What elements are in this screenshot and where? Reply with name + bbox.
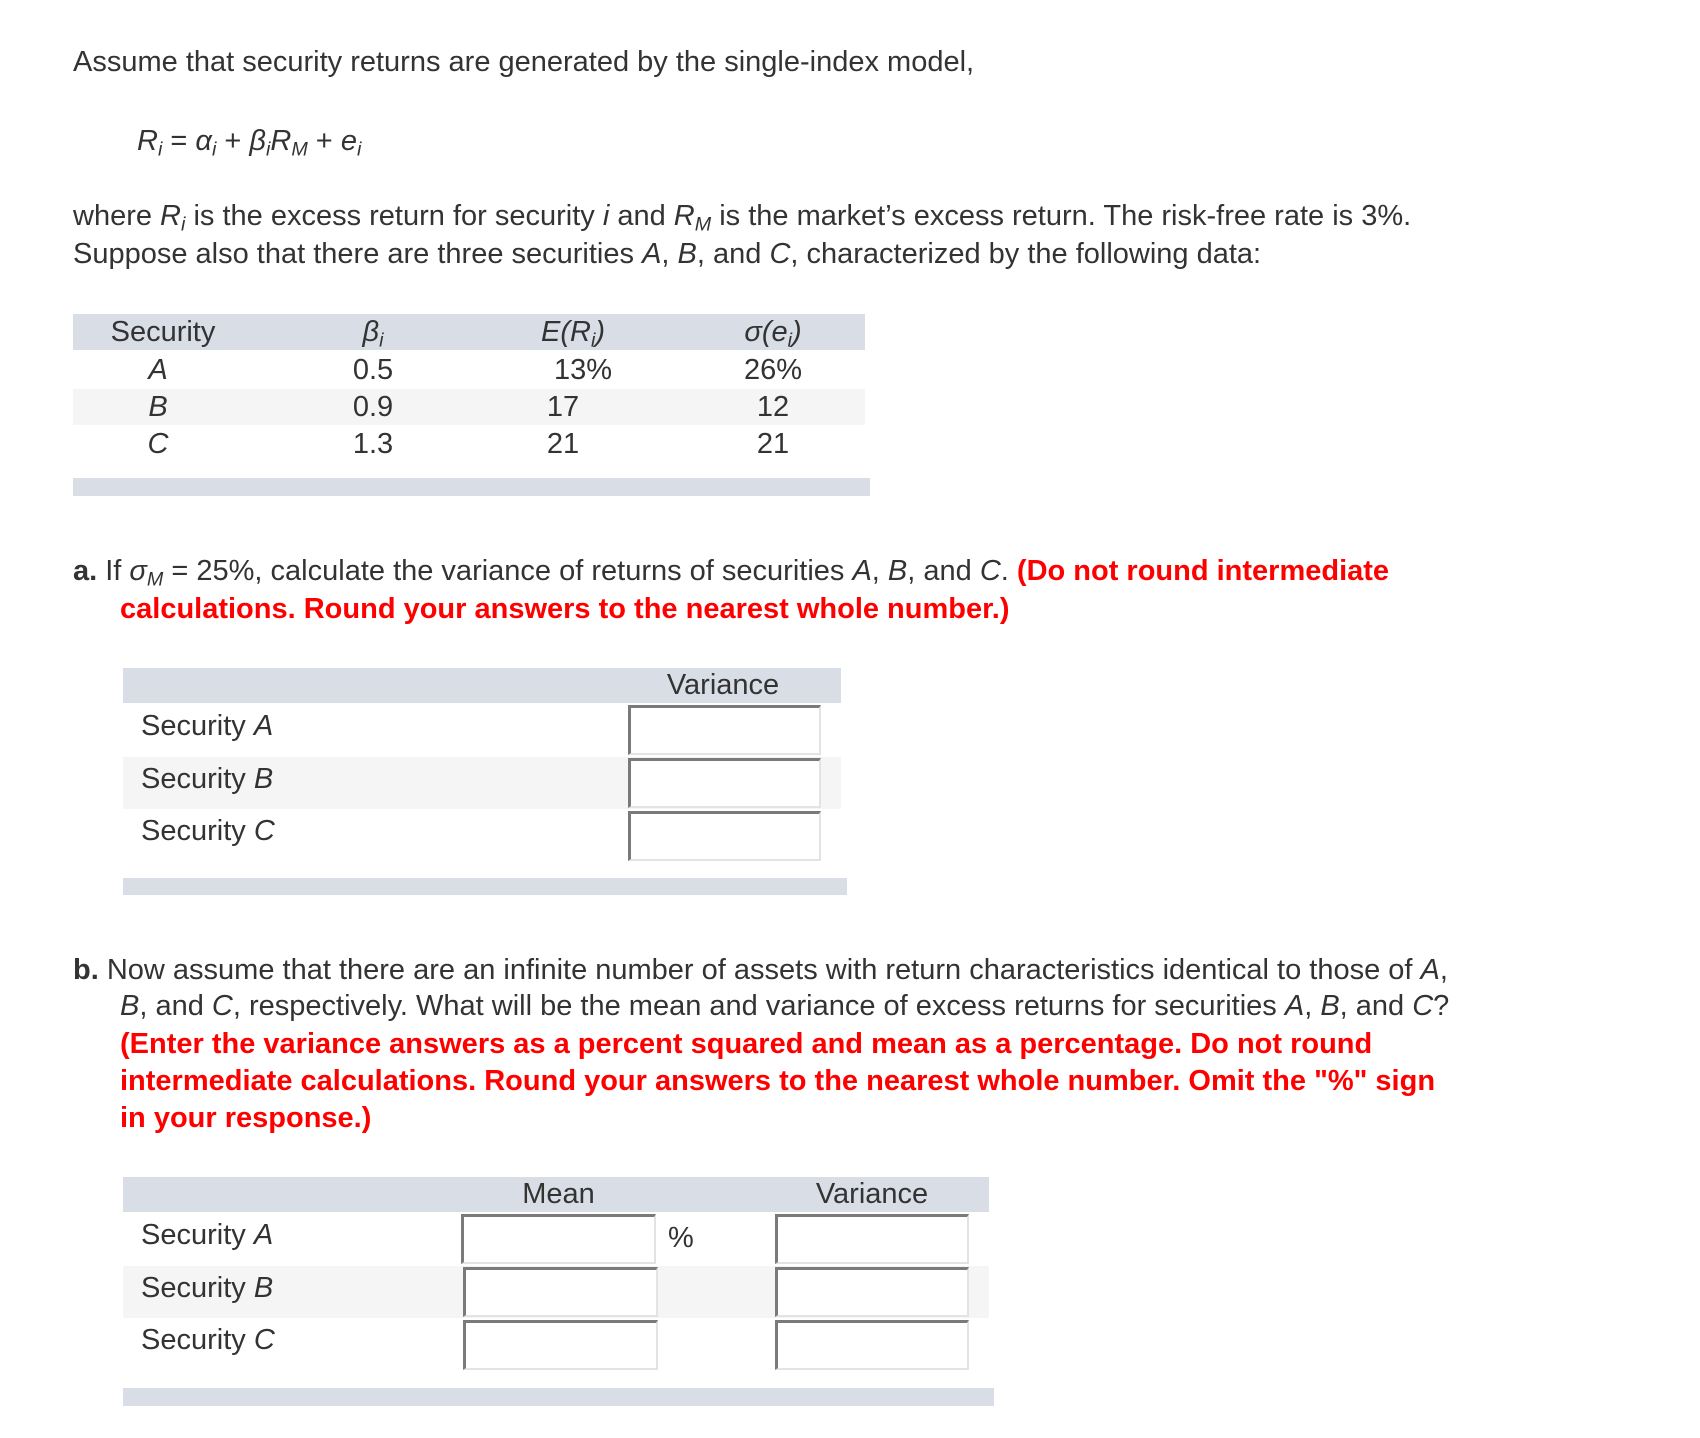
row-label-security-c: Security C — [141, 815, 275, 847]
row-c-er: 21 — [546, 428, 580, 460]
row-label-security-b: Security B — [141, 1272, 274, 1304]
row-label-security-b: Security B — [141, 763, 274, 795]
variance-input-c[interactable] — [775, 1320, 969, 1370]
header-residual-sd: $\sigma(e_i)$ — [744, 316, 802, 352]
intro-sentence: Assume that security returns are generated by the single-index model, — [73, 46, 975, 78]
table-footer-bar — [123, 1388, 994, 1406]
table-footer-bar — [73, 478, 870, 496]
row-b-sigma: 12 — [756, 391, 790, 423]
mean-input-c[interactable] — [463, 1320, 658, 1370]
part-b-instruction-1: (Enter the variance answers as a percent squared and mean as a percentage. Do not round — [120, 1028, 1373, 1060]
table-footer-bar — [123, 878, 847, 895]
part-b-question-cont: B, and C, respectively. What will be the mean and variance of excess returns for securities A, B, and C? — [120, 990, 1450, 1022]
variance-input-a[interactable] — [775, 1214, 969, 1264]
row-a-er: 13% — [553, 354, 613, 386]
variance-input-a[interactable] — [628, 705, 821, 755]
variance-input-b[interactable] — [775, 1267, 969, 1317]
row-a-security: A — [148, 354, 168, 386]
part-a-label: a. — [73, 555, 98, 587]
model-formula: $R_i = \alpha_i + \beta_iR_M + e_i$ — [137, 125, 362, 161]
row-b-security: B — [148, 391, 168, 423]
row-label-security-c: Security C — [141, 1324, 275, 1356]
securities-intro: Suppose also that there are three securities A, B, and C, characterized by the following data: — [73, 238, 1262, 270]
part-b-label: b. — [73, 954, 99, 986]
part-b-question: b. Now assume that there are an infinite number of assets with return characteristics identical to those of A, — [73, 954, 1448, 986]
header-beta: $\beta_i$ — [362, 316, 384, 352]
row-b-beta: 0.9 — [352, 391, 394, 423]
row-label-security-a: Security A — [141, 1219, 274, 1251]
row-label-security-a: Security A — [141, 710, 274, 742]
part-b-instruction-3: in your response.) — [120, 1102, 372, 1134]
row-c-beta: 1.3 — [352, 428, 394, 460]
header-security: Security — [110, 316, 216, 348]
where-definition: where $R_i$ is the excess return for security i and $R_M$ is the market’s excess return. The risk-free rate is 3%. — [73, 200, 1412, 236]
variance-input-b[interactable] — [628, 758, 821, 808]
part-a-instruction-cont: calculations. Round your answers to the nearest whole number.) — [120, 593, 1010, 625]
row-c-security: C — [147, 428, 169, 460]
securities-data-table — [73, 314, 865, 496]
row-a-beta: 0.5 — [352, 354, 394, 386]
mean-input-b[interactable] — [463, 1267, 658, 1317]
row-b-er: 17 — [546, 391, 580, 423]
header-expected-return: $E(R_i)$ — [540, 316, 605, 352]
header-variance: Variance — [666, 669, 780, 701]
variance-answer-table — [123, 668, 847, 896]
row-c-sigma: 21 — [756, 428, 790, 460]
part-a-instruction: (Do not round intermediate — [1016, 555, 1390, 587]
mean-variance-answer-table — [123, 1177, 995, 1406]
part-a-question: a. If $\sigma_M = 25\%$, calculate the variance of returns of securities A, B, and C. (Do not round intermediate — [73, 555, 1390, 591]
header-variance: Variance — [815, 1178, 929, 1210]
part-b-instruction-2: intermediate calculations. Round your answers to the nearest whole number. Omit the "%" sign — [120, 1065, 1436, 1097]
header-mean: Mean — [522, 1178, 595, 1210]
row-a-sigma: 26% — [743, 354, 803, 386]
mean-input-a[interactable] — [461, 1214, 656, 1264]
variance-input-c[interactable] — [628, 811, 821, 861]
percent-unit: % — [668, 1222, 694, 1254]
